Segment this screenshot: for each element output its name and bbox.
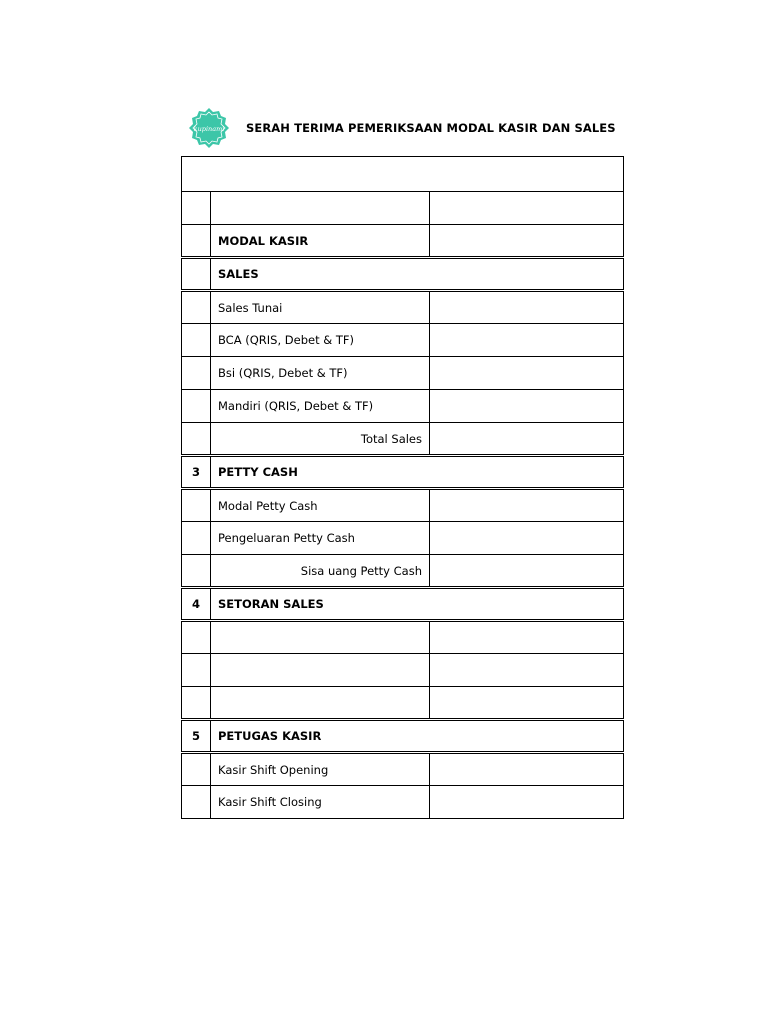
form-row: [182, 621, 624, 654]
row-label: Mandiri (QRIS, Debet & TF): [211, 390, 430, 423]
form-row: [182, 753, 624, 786]
section-header-setoran-sales: [182, 588, 624, 621]
form-row: [182, 291, 624, 324]
form-row: [182, 489, 624, 522]
form-row-modal-kasir: [182, 225, 624, 258]
row-number: [182, 786, 211, 819]
section-header-petugas-kasir: [182, 720, 624, 753]
page-title: SERAH TERIMA PEMERIKSAAN MODAL KASIR DAN SALES: [246, 121, 616, 135]
row-label: Sales Tunai: [211, 291, 430, 324]
form-row: [182, 786, 624, 819]
section-number: [182, 258, 211, 291]
row-number: [182, 621, 211, 654]
row-label: Sisa uang Petty Cash: [211, 555, 430, 588]
row-value-field[interactable]: [430, 225, 624, 258]
row-value-field[interactable]: [430, 555, 624, 588]
row-label: Kasir Shift Closing: [211, 786, 430, 819]
row-label: [211, 192, 430, 225]
row-value-field[interactable]: [430, 489, 624, 522]
row-label: BCA (QRIS, Debet & TF): [211, 324, 430, 357]
form-header-cell: [182, 157, 624, 192]
row-number: [182, 324, 211, 357]
row-value-field[interactable]: [430, 522, 624, 555]
form-row-total-sales: [182, 423, 624, 456]
section-header-petty-cash: [182, 456, 624, 489]
row-number: [182, 654, 211, 687]
form-row: [182, 522, 624, 555]
row-value-field[interactable]: [430, 621, 624, 654]
form-row: [182, 654, 624, 687]
row-number: [182, 192, 211, 225]
row-label: MODAL KASIR: [211, 225, 430, 258]
row-value-field[interactable]: [430, 390, 624, 423]
row-value-field[interactable]: [430, 192, 624, 225]
row-label[interactable]: [211, 654, 430, 687]
row-number: [182, 291, 211, 324]
row-number: [182, 555, 211, 588]
row-value-field[interactable]: [430, 423, 624, 456]
form-row: [182, 390, 624, 423]
row-number: [182, 357, 211, 390]
row-number: [182, 489, 211, 522]
form-row: [182, 192, 624, 225]
row-label: Modal Petty Cash: [211, 489, 430, 522]
form-blank-header-row: [182, 157, 624, 192]
row-label: Bsi (QRIS, Debet & TF): [211, 357, 430, 390]
row-number: [182, 753, 211, 786]
form-row-sisa-petty-cash: [182, 555, 624, 588]
brand-logo: [188, 107, 230, 149]
row-number: [182, 687, 211, 720]
form-row: [182, 357, 624, 390]
row-value-field[interactable]: [430, 753, 624, 786]
row-value-field[interactable]: [430, 357, 624, 390]
form-row: [182, 687, 624, 720]
row-value-field[interactable]: [430, 687, 624, 720]
section-number: 4: [182, 588, 211, 621]
section-title: SETORAN SALES: [211, 588, 624, 621]
section-header-sales: [182, 258, 624, 291]
row-label: Total Sales: [211, 423, 430, 456]
row-number: [182, 423, 211, 456]
section-title: PETUGAS KASIR: [211, 720, 624, 753]
section-title: PETTY CASH: [211, 456, 624, 489]
row-label: Kasir Shift Opening: [211, 753, 430, 786]
section-title: SALES: [211, 258, 624, 291]
row-number: [182, 522, 211, 555]
row-value-field[interactable]: [430, 324, 624, 357]
row-label: Pengeluaran Petty Cash: [211, 522, 430, 555]
row-number: [182, 225, 211, 258]
row-number: [182, 390, 211, 423]
inspection-form-table: [181, 156, 624, 819]
section-number: 5: [182, 720, 211, 753]
row-value-field[interactable]: [430, 654, 624, 687]
row-value-field[interactable]: [430, 786, 624, 819]
row-label[interactable]: [211, 687, 430, 720]
row-label[interactable]: [211, 621, 430, 654]
form-row: [182, 324, 624, 357]
section-number: 3: [182, 456, 211, 489]
row-value-field[interactable]: [430, 291, 624, 324]
logo-text: kupinami: [193, 125, 225, 133]
